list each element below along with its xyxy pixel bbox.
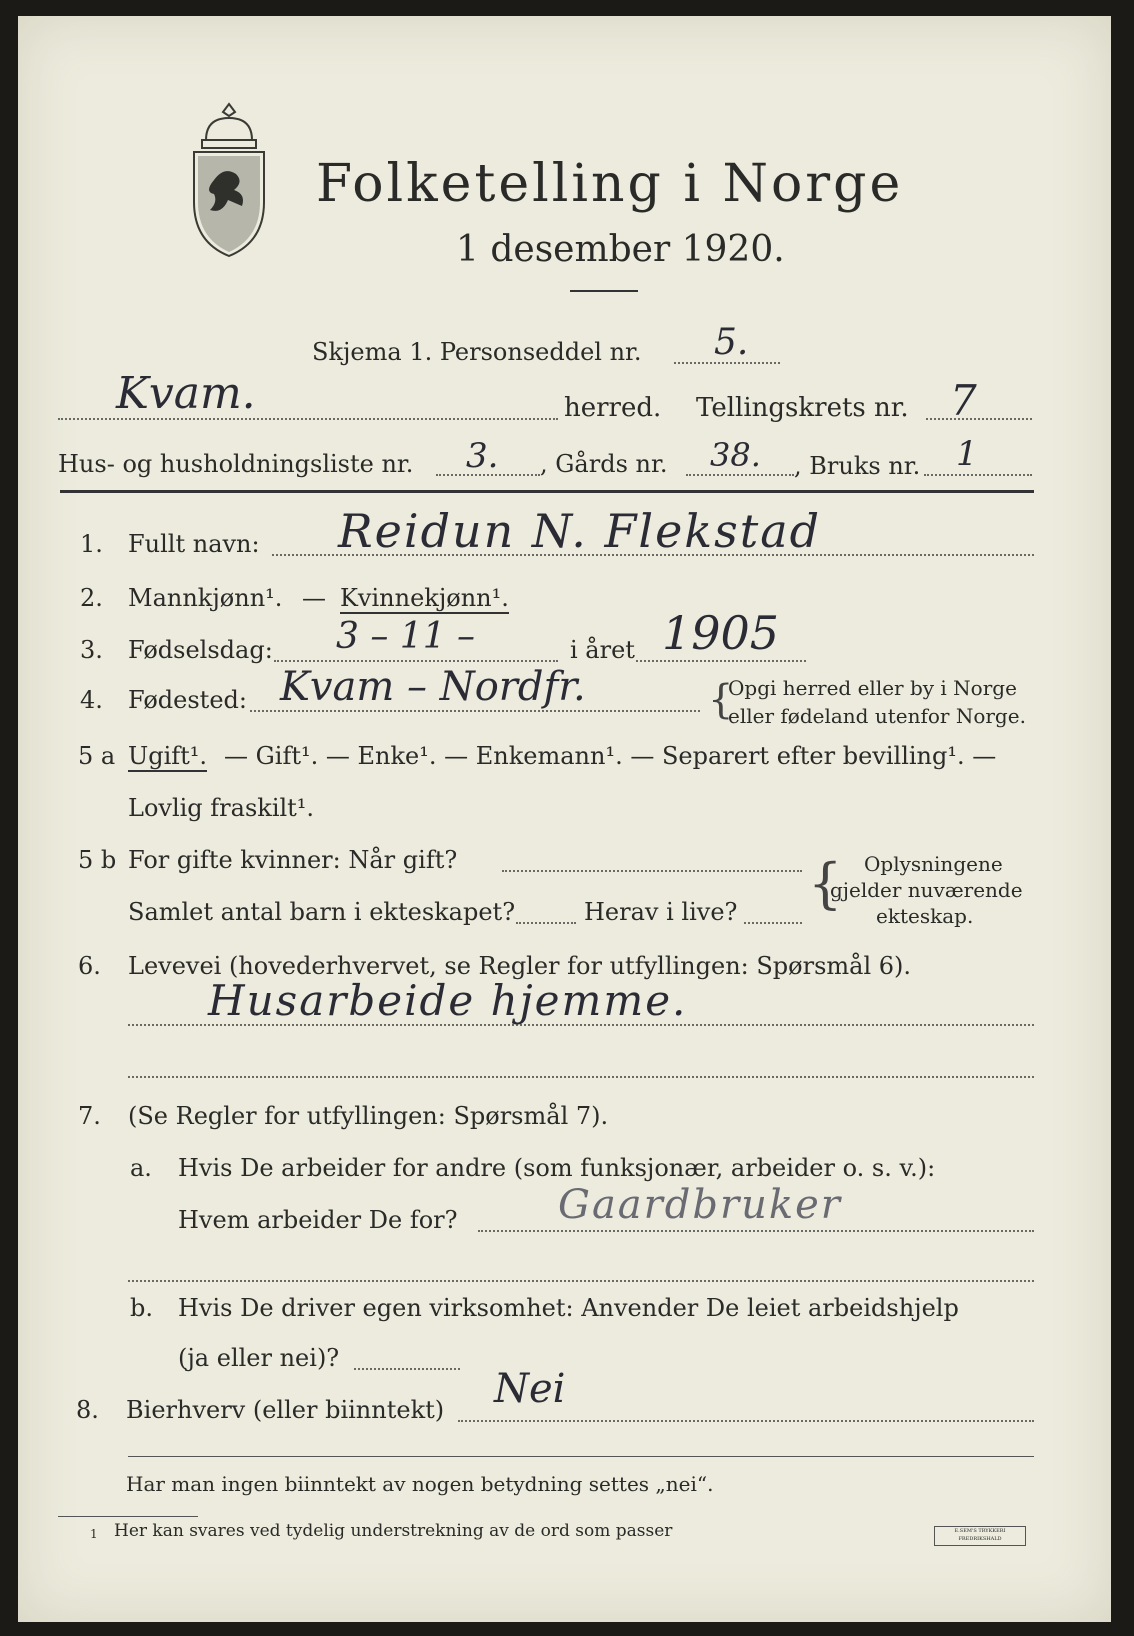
gards-field-line <box>686 474 794 476</box>
q8-field-line <box>458 1420 1034 1422</box>
employer-value: Gaardbruker <box>558 1182 842 1228</box>
q3-day-field-line <box>274 660 558 662</box>
q5b-married-field-line <box>502 870 802 872</box>
q8-label: Bierhverv (eller biinntekt) <box>126 1396 445 1424</box>
q5b-note-line-3: ekteskap. <box>876 904 974 928</box>
q5b-alive-field-line <box>744 922 802 924</box>
q7-label: (Se Regler for utfyllingen: Spørsmål 7). <box>128 1102 609 1130</box>
q5b-note-line-1: Oplysningene <box>864 852 1003 876</box>
q5b-label-children: Samlet antal barn i ekteskapet? <box>128 898 516 926</box>
q7a-letter: a. <box>130 1154 152 1182</box>
header-divider <box>60 490 1034 493</box>
gards-label: , Gårds nr. <box>540 450 668 478</box>
full-name-value: Reidun N. Flekstad <box>338 504 822 558</box>
personseddel-nr-value: 5. <box>714 322 749 363</box>
birth-day-month-value: 3 – 11 – <box>336 616 476 657</box>
kvinnekjonn-option-underlined: Kvinnekjønn¹. <box>340 584 509 612</box>
q6-label: Levevei (hovederhvervet, se Regler for utfyllingen: Spørsmål 6). <box>128 952 912 980</box>
q3-number: 3. <box>80 636 103 664</box>
bruks-field-line <box>924 474 1032 476</box>
printer-stamp: E.SEM'S TRYKKERI FREDRIKSHALD <box>934 1526 1026 1546</box>
q4-brace: { <box>708 677 734 723</box>
husliste-label: Hus- og husholdningsliste nr. <box>58 450 414 478</box>
q7b-letter: b. <box>130 1294 153 1322</box>
q6-field-line-2 <box>128 1076 1034 1078</box>
q7a-label-employer: Hvem arbeider De for? <box>178 1206 458 1234</box>
q7-number: 7. <box>78 1102 101 1130</box>
q4-label: Fødested: <box>128 686 247 714</box>
q2-number: 2. <box>80 584 103 612</box>
ugift-option-underlined: Ugift¹. <box>128 742 208 770</box>
q5b-number: 5 b <box>78 846 117 874</box>
title-divider <box>570 290 638 292</box>
q4-note-line-1: Opgi herred eller by i Norge <box>728 676 1017 700</box>
herred-label: herred. <box>564 393 662 423</box>
footnote-divider <box>58 1516 198 1517</box>
census-date: 1 desember 1920. <box>456 229 785 270</box>
q5b-label-alive: Herav i live? <box>584 898 738 926</box>
footer-note: Har man ingen biinntekt av nogen betydning settes „nei“. <box>126 1472 714 1496</box>
footnote-text: Her kan svares ved tydelig understrekning av de ord som passer <box>114 1521 673 1541</box>
census-form-sheet <box>18 16 1111 1622</box>
tellingskrets-label: Tellingskrets nr. <box>696 393 909 423</box>
q1-label: Fullt navn: <box>128 530 260 558</box>
q7a-label: Hvis De arbeider for andre (som funksjonær, arbeider o. s. v.): <box>178 1154 936 1182</box>
birthplace-value: Kvam – Nordfr. <box>280 664 586 710</box>
lovlig-fraskilt-option: Lovlig fraskilt¹. <box>128 794 315 822</box>
q5b-note-line-2: gjelder nuværende <box>830 878 1023 902</box>
q7a-field-line <box>478 1230 1034 1232</box>
norway-coat-of-arms-icon <box>184 100 274 260</box>
q6-number: 6. <box>78 952 101 980</box>
q3-year-field-line <box>636 660 806 662</box>
q5b-label-married: For gifte kvinner: Når gift? <box>128 846 458 874</box>
q2-dash: — <box>302 584 326 612</box>
q4-note-line-2: eller fødeland utenfor Norge. <box>728 704 1026 728</box>
q3-year-label: i året <box>570 636 635 664</box>
footnote-mark: 1 <box>90 1527 98 1541</box>
q5a-other-options: — Gift¹. — Enke¹. — Enkemann¹. — Separert efter bevilling¹. — <box>224 742 997 770</box>
mannkjonn-option: Mannkjønn¹. <box>128 584 283 612</box>
q7b-label-yesno: (ja eller nei)? <box>178 1344 340 1372</box>
tellingskrets-nr-value: 7 <box>950 376 977 425</box>
bruks-nr-value: 1 <box>956 434 978 474</box>
skjema-label: Skjema 1. Personseddel nr. <box>312 338 642 366</box>
footer-divider <box>128 1456 1034 1457</box>
q4-field-line <box>250 710 700 712</box>
q8-number: 8. <box>76 1396 99 1424</box>
side-income-value: Nei <box>494 1366 566 1412</box>
birth-year-value: 1905 <box>662 606 780 660</box>
bruks-label: , Bruks nr. <box>794 452 921 480</box>
herred-value: Kvam. <box>116 368 256 419</box>
q3-label: Fødselsdag: <box>128 636 273 664</box>
form-title: Folketelling i Norge <box>316 154 904 214</box>
gards-nr-value: 38. <box>710 436 761 474</box>
q1-number: 1. <box>80 530 103 558</box>
q7a-field-line-2 <box>128 1280 1034 1282</box>
q4-number: 4. <box>80 686 103 714</box>
q5b-brace: { <box>808 852 843 915</box>
occupation-value: Husarbeide hjemme. <box>208 976 688 1025</box>
q5b-children-field-line <box>516 922 576 924</box>
q7b-field-line <box>354 1368 460 1370</box>
q5a-number: 5 a <box>78 742 116 770</box>
husliste-nr-value: 3. <box>466 436 499 476</box>
q7b-label: Hvis De driver egen virksomhet: Anvender De leiet arbeidshjelp <box>178 1294 959 1322</box>
tellingskrets-field-line <box>926 418 1032 420</box>
